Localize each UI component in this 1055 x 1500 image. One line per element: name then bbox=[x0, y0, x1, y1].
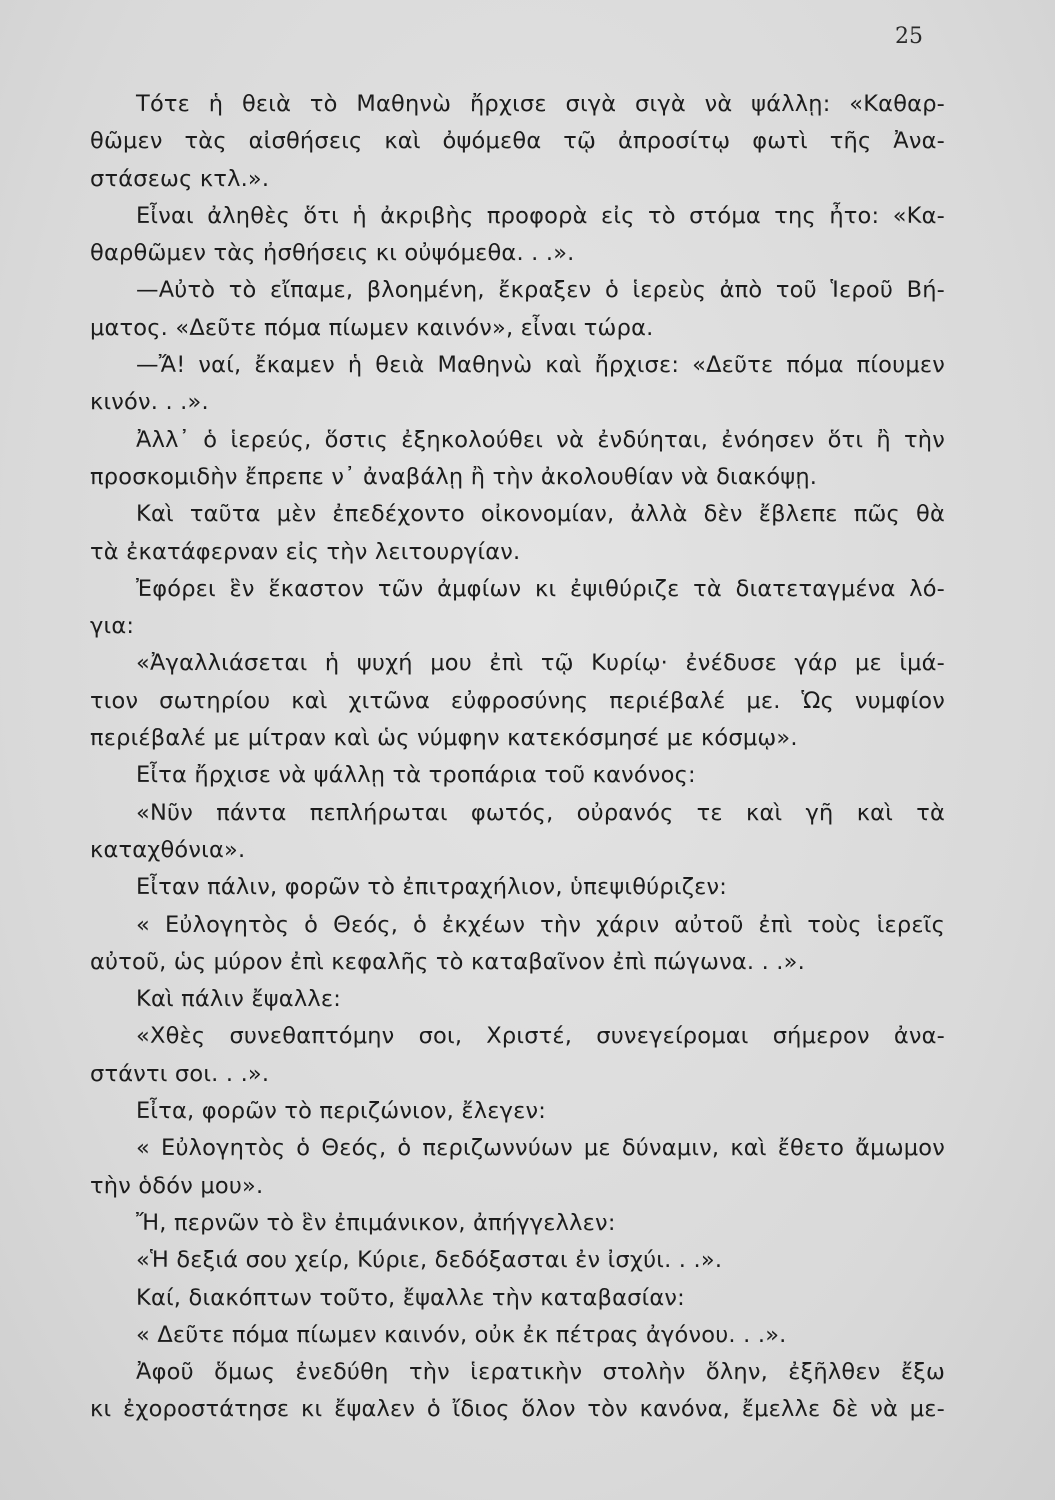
text-line: « Δεῦτε πόμα πίωμεν καινόν, οὐκ ἐκ πέτρας ἀγόνου. . .». bbox=[136, 1321, 787, 1348]
text-line: τὴν ὁδόν μου». bbox=[90, 1172, 264, 1199]
text-line: «Χθὲς συνεθαπτόμην σοι, Χριστέ, συνεγείρομαι σήμερον ἀνα- bbox=[136, 1023, 945, 1050]
text-line: «Ἀγαλλιάσεται ἡ ψυχή μου ἐπὶ τῷ Κυρίῳ· ἐνέδυσε γάρ με ἱμά- bbox=[136, 650, 945, 677]
text-line: Εἶταν πάλιν, φορῶν τὸ ἐπιτραχήλιον, ὑπεψιθύριζεν: bbox=[136, 874, 728, 901]
text-line: Ἀλλ᾽ ὁ ἱερεύς, ὅστις ἐξηκολούθει νὰ ἐνδύηται, ἐνόησεν ὅτι ἢ τὴν bbox=[136, 426, 945, 453]
text-line: « Εὐλογητὸς ὁ Θεός, ὁ περιζωννύων με δύναμιν, καὶ ἔθετο ἄμωμον bbox=[136, 1135, 945, 1162]
text-line: «Ἡ δεξιά σου χείρ, Κύριε, δεδόξασται ἐν ἰσχύι. . .». bbox=[136, 1247, 723, 1274]
text-line: στάντι σοι. . .». bbox=[90, 1060, 270, 1087]
text-line: κινόν. . .». bbox=[90, 389, 209, 416]
page-number: 25 bbox=[895, 24, 923, 49]
text-line: προσκομιδὴν ἔπρεπε ν᾽ ἀναβάλῃ ἢ τὴν ἀκολουθίαν νὰ διακόψῃ. bbox=[90, 463, 818, 490]
text-line: αὐτοῦ, ὡς μύρον ἐπὶ κεφαλῆς τὸ καταβαῖνον ἐπὶ πώγωνα. . .». bbox=[90, 948, 805, 975]
text-line: καταχθόνια». bbox=[90, 836, 246, 863]
text-line: Ἐφόρει ἓν ἕκαστον τῶν ἀμφίων κι ἐψιθύριζε τὰ διατεταγμένα λό- bbox=[136, 575, 945, 602]
text-line: θαρθῶμεν τὰς ἠσθήσεις κι οὐψόμεθα. . .». bbox=[90, 240, 575, 267]
text-line: Καὶ ταῦτα μὲν ἐπεδέχοντο οἰκονομίαν, ἀλλὰ δὲν ἔβλεπε πῶς θὰ bbox=[136, 501, 945, 528]
text-line: Εἶναι ἀληθὲς ὅτι ἡ ἀκριβὴς προφορὰ εἰς τὸ στόμα της ἦτο: «Κα- bbox=[136, 202, 945, 229]
text-line: κι ἐχοροστάτησε κι ἔψαλεν ὁ ἴδιος ὅλον τὸν κανόνα, ἔμελλε δὲ νὰ με- bbox=[90, 1396, 945, 1423]
text-line: τὰ ἐκατάφερναν εἰς τὴν λειτουργίαν. bbox=[90, 538, 521, 565]
text-line: Ἀφοῦ ὅμως ἐνεδύθη τὴν ἱερατικὴν στολὴν ὅλην, ἐξῆλθεν ἔξω bbox=[136, 1359, 945, 1386]
text-line: για: bbox=[90, 613, 135, 640]
text-line: « Εὐλογητὸς ὁ Θεός, ὁ ἐκχέων τὴν χάριν αὐτοῦ ἐπὶ τοὺς ἱερεῖς bbox=[136, 911, 945, 938]
text-line: Καί, διακόπτων τοῦτο, ἔψαλλε τὴν καταβασίαν: bbox=[136, 1284, 685, 1311]
text-line: τιον σωτηρίου καὶ χιτῶνα εὐφροσύνης περιέβαλέ με. Ὡς νυμφίον bbox=[90, 687, 945, 714]
text-line: θῶμεν τὰς αἰσθήσεις καὶ ὀψόμεθα τῷ ἀπροσίτῳ φωτὶ τῆς Ἀνα- bbox=[90, 128, 945, 155]
body-text bbox=[90, 86, 945, 1429]
text-line: Εἶτα ἤρχισε νὰ ψάλλῃ τὰ τροπάρια τοῦ κανόνος: bbox=[136, 762, 696, 789]
text-line: Τότε ἡ θειὰ τὸ Μαθηνὼ ἤρχισε σιγὰ σιγὰ νὰ ψάλλῃ: «Καθαρ- bbox=[136, 91, 945, 117]
text-line: —Αὐτὸ τὸ εἴπαμε, βλοημένη, ἔκραξεν ὁ ἱερεὺς ἀπὸ τοῦ Ἱεροῦ Βή- bbox=[136, 277, 945, 304]
text-line: στάσεως κτλ.». bbox=[90, 165, 270, 192]
text-line: περιέβαλέ με μίτραν καὶ ὡς νύμφην κατεκόσμησέ με κόσμῳ». bbox=[90, 725, 798, 752]
text-line: Εἶτα, φορῶν τὸ περιζώνιον, ἔλεγεν: bbox=[136, 1098, 546, 1125]
text-line: —Ἄ! ναί, ἔκαμεν ἡ θειὰ Μαθηνὼ καὶ ἤρχισε: «Δεῦτε πόμα πίουμεν bbox=[136, 352, 945, 379]
text-line: Καὶ πάλιν ἔψαλλε: bbox=[136, 986, 341, 1013]
text-line: «Νῦν πάντα πεπλήρωται φωτός, οὐρανός τε καὶ γῆ καὶ τὰ bbox=[136, 799, 945, 826]
text-line: Ἤ, περνῶν τὸ ἓν ἐπιμάνικον, ἀπήγγελλεν: bbox=[136, 1209, 616, 1236]
text-line: ματος. «Δεῦτε πόμα πίωμεν καινόν», εἶναι τώρα. bbox=[90, 314, 654, 341]
